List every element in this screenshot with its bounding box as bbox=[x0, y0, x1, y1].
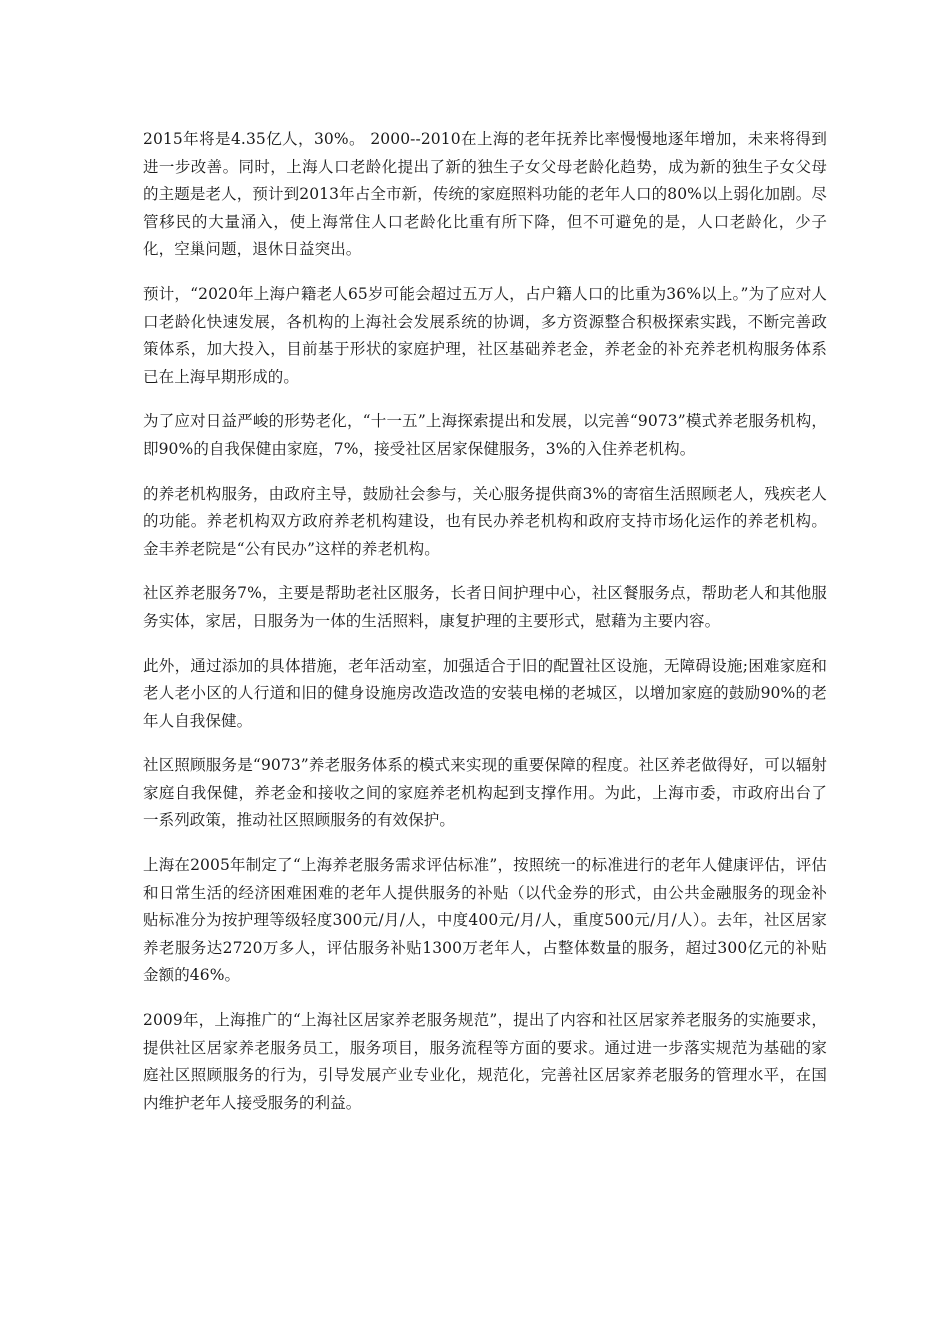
paragraph: 社区养老服务7%，主要是帮助老社区服务，长者日间护理中心，社区餐服务点，帮助老人和其他服务实体，家居，日服务为一体的生活照料，康复护理的主要形式，慰藉为主要内容。 bbox=[143, 584, 827, 630]
paragraph: 预计，“2020年上海户籍老人65岁可能会超过五万人，占户籍人口的比重为36%以上。”为了应对人口老龄化快速发展，各机构的上海社会发展系统的协调，多方资源整合积极探索实践，不断完善政策体系，加大投入，目前基于形状的家庭护理，社区基础养老金，养老金的补充养老机构服务体系已在上海早期形成的。 bbox=[143, 284, 827, 386]
paragraph: 上海在2005年制定了“上海养老服务需求评估标准”，按照统一的标准进行的老年人健康评估，评估和日常生活的经济困难困难的老年人提供服务的补贴（以代金券的形式，由公共金融服务的现金补贴标准分为按护理等级轻度300元/月/人，中度400元/月/人，重度500元/月/人）。去年，社区居家养老服务达2720万多人，评估服务补贴1300万老年人，占整体数量的服务，超过300亿元的补贴金额的46%。 bbox=[143, 856, 827, 985]
paragraph: 2015年将是4.35亿人，30%。 2000--2010在上海的老年抚养比率慢慢地逐年增加，未来将得到进一步改善。同时，上海人口老龄化提出了新的独生子女父母老龄化趋势，成为新的独生子女父母的主题是老人，预计到2013年占全市新，传统的家庭照料功能的老年人口的80%以上弱化加剧。尽管移民的大量涌入，使上海常住人口老龄化比重有所下降，但不可避免的是，人口老龄化，少子化，空巢问题，退休日益突出。 bbox=[143, 130, 827, 259]
paragraph: 2009年，上海推广的“上海社区居家养老服务规范”，提出了内容和社区居家养老服务的实施要求，提供社区居家养老服务员工，服务项目，服务流程等方面的要求。通过进一步落实规范为基础的家庭社区照顾服务的行为，引导发展产业专业化，规范化，完善社区居家养老服务的管理水平，在国内维护老年人接受服务的利益。 bbox=[143, 1011, 827, 1112]
paragraph: 此外，通过添加的具体措施，老年活动室，加强适合于旧的配置社区设施，无障碍设施;困难家庭和老人老小区的人行道和旧的健身设施房改造改造的安装电梯的老城区，以增加家庭的鼓励90%的老年人自我保健。 bbox=[143, 656, 827, 730]
document-body bbox=[143, 126, 827, 1134]
paragraph: 社区照顾服务是“9073”养老服务体系的模式来实现的重要保障的程度。社区养老做得好，可以辐射家庭自我保健，养老金和接收之间的家庭养老机构起到支撑作用。为此，上海市委，市政府出台了一系列政策，推动社区照顾服务的有效保护。 bbox=[143, 756, 827, 830]
paragraph: 为了应对日益严峻的形势老化，“十一五”上海探索提出和发展，以完善“9073”模式养老服务机构，即90%的自我保健由家庭，7%，接受社区居家保健服务，3%的入住养老机构。 bbox=[143, 412, 827, 458]
paragraph: 的养老机构服务，由政府主导，鼓励社会参与，关心服务提供商3%的寄宿生活照顾老人，残疾老人的功能。养老机构双方政府养老机构建设，也有民办养老机构和政府支持市场化运作的养老机构。金丰养老院是“公有民办”这样的养老机构。 bbox=[143, 484, 827, 558]
